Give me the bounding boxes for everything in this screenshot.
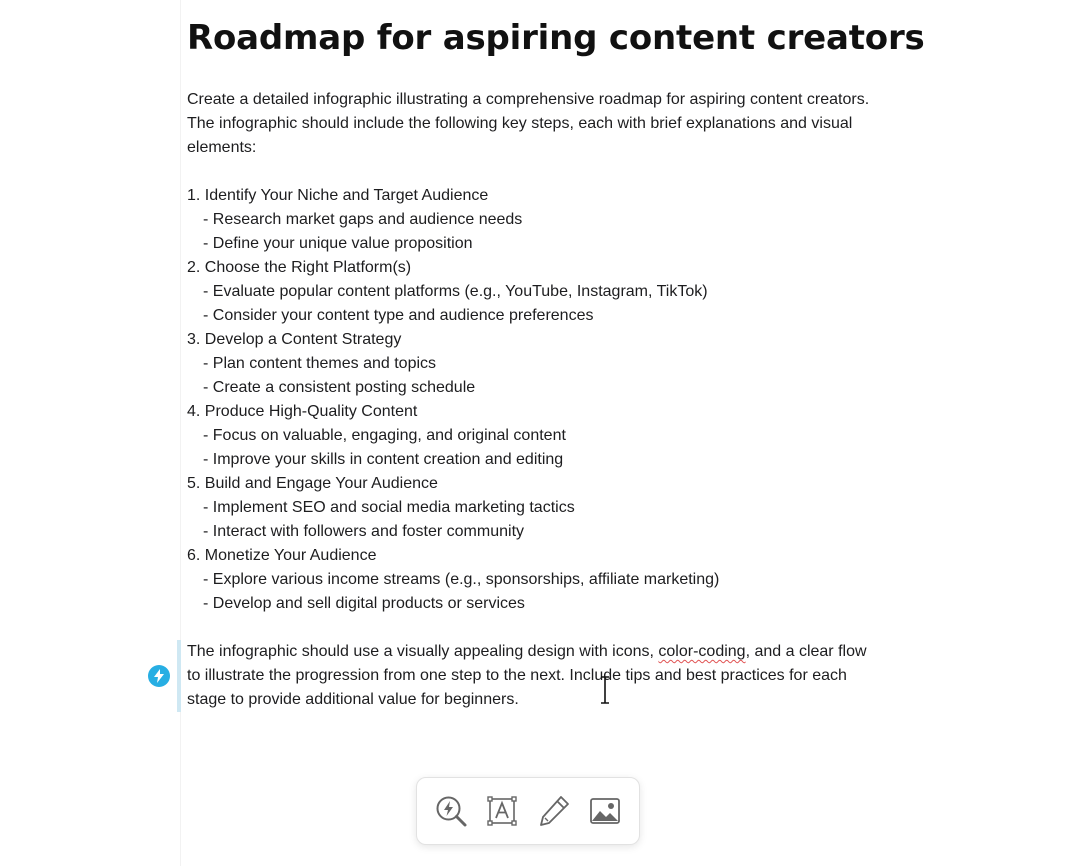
step-title[interactable]: 2. Choose the Right Platform(s)	[187, 259, 412, 276]
bottom-toolbar	[416, 777, 640, 845]
step-title[interactable]: 6. Monetize Your Audience	[187, 547, 377, 564]
steps-list	[187, 184, 877, 616]
step-subitem[interactable]: - Improve your skills in content creation and editing	[203, 451, 564, 468]
step-subitem[interactable]: - Implement SEO and social media marketing tactics	[203, 499, 575, 516]
insert-image-button[interactable]	[585, 791, 625, 831]
text-cursor-icon	[599, 676, 611, 704]
intro-paragraph[interactable]: Create a detailed infographic illustrating a comprehensive roadmap for aspiring content creators. The infographic should include the following key steps, each with brief explanations and visual elements:	[187, 91, 870, 156]
ai-assist-button[interactable]	[148, 665, 170, 687]
list-item[interactable]	[187, 256, 877, 328]
step-subitem[interactable]: - Define your unique value proposition	[203, 235, 473, 252]
spellcheck-flagged-word[interactable]: color-coding	[658, 643, 746, 660]
draw-button[interactable]	[534, 791, 574, 831]
active-block-indicator	[177, 640, 181, 712]
step-title[interactable]: 5. Build and Engage Your Audience	[187, 475, 438, 492]
text-box-icon	[486, 795, 518, 827]
lightning-magnifier-icon	[434, 794, 468, 828]
list-item[interactable]	[187, 400, 877, 472]
list-item[interactable]	[187, 184, 877, 256]
step-title[interactable]: 4. Produce High-Quality Content	[187, 403, 418, 420]
step-subitem[interactable]: - Develop and sell digital products or services	[203, 595, 525, 612]
closing-text-start: The infographic should use a visually appealing design with icons,	[187, 643, 659, 660]
list-item[interactable]	[187, 328, 877, 400]
ai-search-button[interactable]	[431, 791, 471, 831]
lightning-bolt-icon	[153, 669, 165, 683]
step-title[interactable]: 1. Identify Your Niche and Target Audience	[187, 187, 489, 204]
step-subitem[interactable]: - Consider your content type and audience preferences	[203, 307, 594, 324]
page-title[interactable]: Roadmap for aspiring content creators	[187, 18, 925, 58]
step-subitem[interactable]: - Evaluate popular content platforms (e.g., YouTube, Instagram, TikTok)	[203, 283, 708, 300]
step-title[interactable]: 3. Develop a Content Strategy	[187, 331, 402, 348]
closing-paragraph[interactable]	[187, 640, 867, 712]
step-subitem[interactable]: - Focus on valuable, engaging, and original content	[203, 427, 566, 444]
image-icon	[589, 796, 621, 826]
step-subitem[interactable]: - Create a consistent posting schedule	[203, 379, 476, 396]
step-subitem[interactable]: - Explore various income streams (e.g., sponsorships, affiliate marketing)	[203, 571, 720, 588]
step-subitem[interactable]: - Research market gaps and audience needs	[203, 211, 523, 228]
step-subitem[interactable]: - Plan content themes and topics	[203, 355, 437, 372]
pencil-icon	[537, 794, 571, 828]
list-item[interactable]	[187, 472, 877, 544]
text-box-button[interactable]	[482, 791, 522, 831]
closing-text-end: , and a clear flow to illustrate the progression from one step to the next. Include tips and best practices for each stage to provide additional value for beginners.	[187, 643, 867, 708]
list-item[interactable]	[187, 544, 877, 616]
step-subitem[interactable]: - Interact with followers and foster community	[203, 523, 525, 540]
margin-guide	[180, 0, 181, 866]
